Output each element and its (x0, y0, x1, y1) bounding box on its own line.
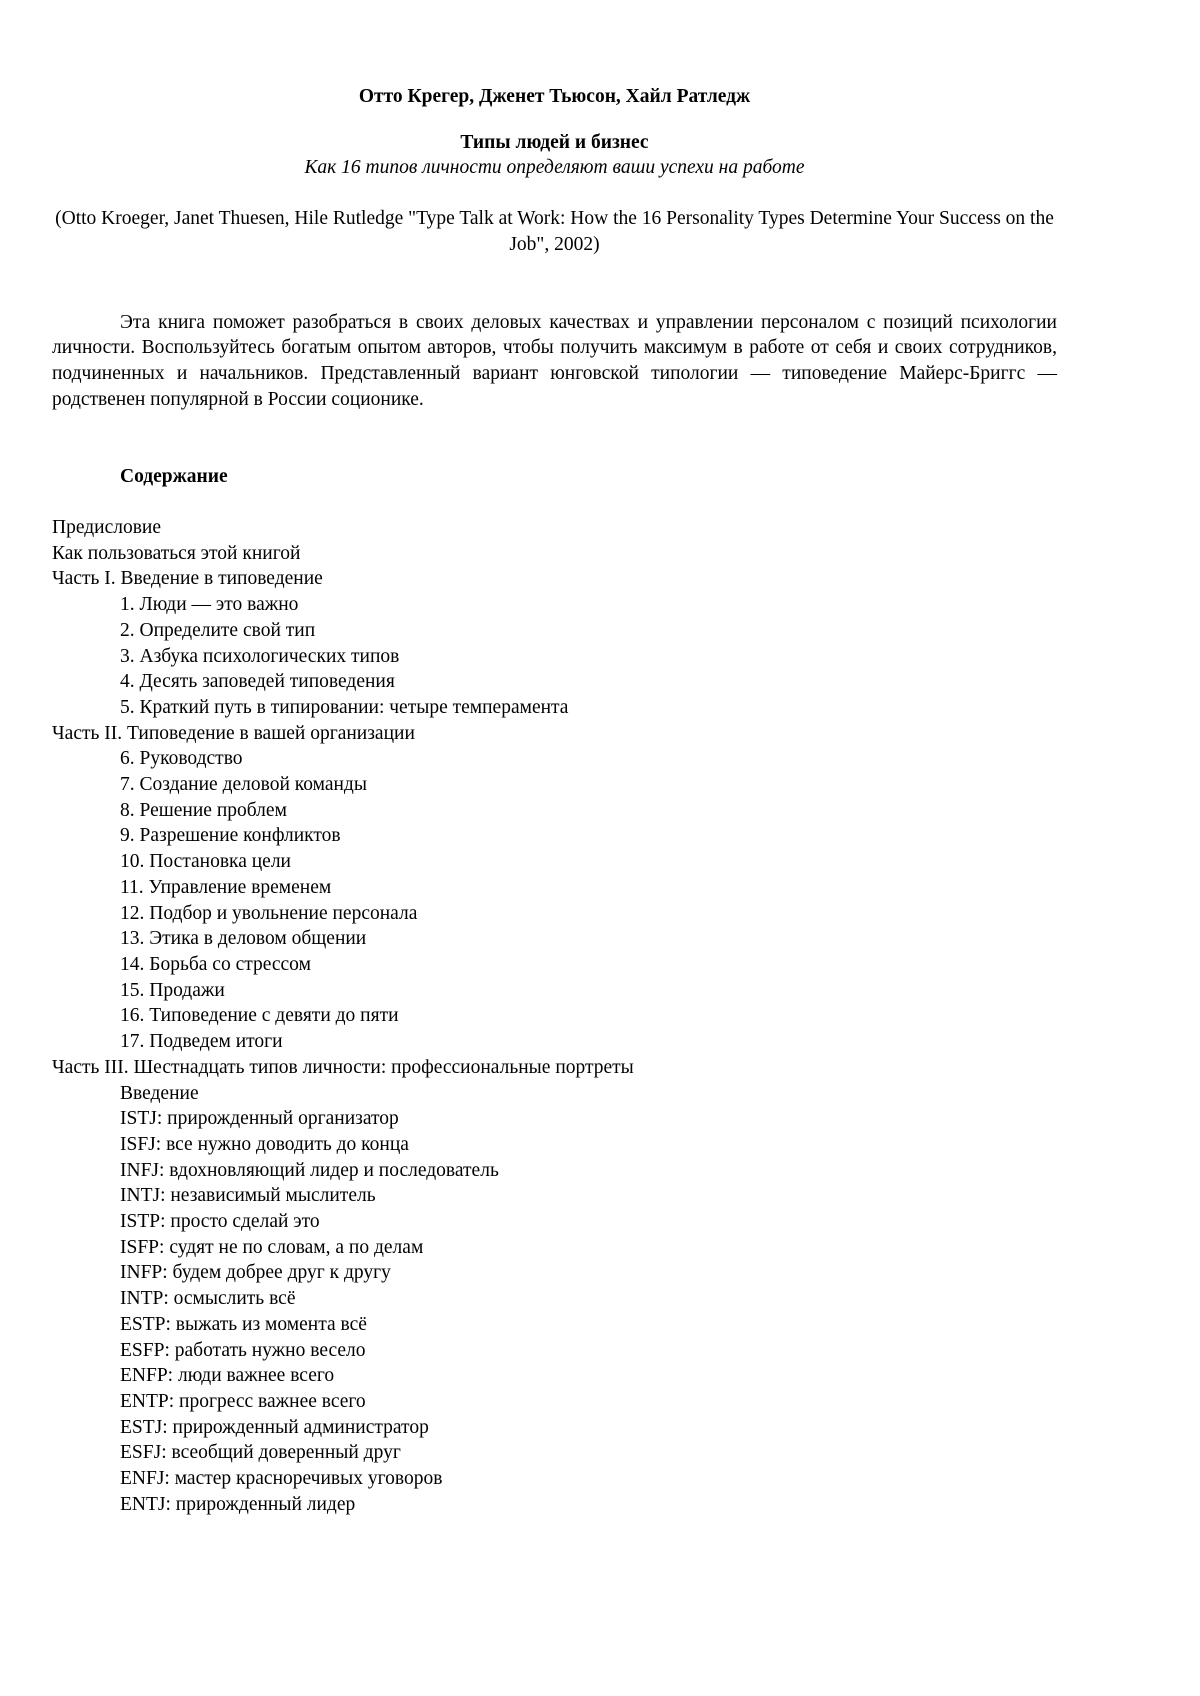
authors: Отто Крегер, Дженет Тьюсон, Хайл Ратледж (52, 84, 1057, 110)
annotation: Эта книга поможет разобраться в своих деловых качествах и управлении персоналом с позиций психологии личности. Воспользуйтесь богатым опытом авторов, чтобы получить максимум в работе от себя и своих сотрудников, подчиненных и начальников. Представленный вариант юнговской типологии — типоведение Майерс-Бриггс — родственен популярной в России соционике. (52, 310, 1057, 413)
toc-item: INFP: будем добрее друг к другу (52, 1260, 1057, 1286)
toc-item: 5. Краткий путь в типировании: четыре темперамента (52, 695, 1057, 721)
toc-item: 2. Определите свой тип (52, 618, 1057, 644)
toc-item: Предисловие (52, 515, 1057, 541)
toc-item: ENFP: люди важнее всего (52, 1363, 1057, 1389)
toc-item: Как пользоваться этой книгой (52, 541, 1057, 567)
toc-item: ESTP: выжать из момента всё (52, 1312, 1057, 1338)
toc-item: ESFJ: всеобщий доверенный друг (52, 1440, 1057, 1466)
toc-item: ISFJ: все нужно доводить до конца (52, 1132, 1057, 1158)
toc-item: INFJ: вдохновляющий лидер и последователь (52, 1158, 1057, 1184)
toc-item: 15. Продажи (52, 978, 1057, 1004)
toc-item: Часть I. Введение в типоведение (52, 566, 1057, 592)
toc-item: ESFP: работать нужно весело (52, 1338, 1057, 1364)
book-title: Типы людей и бизнес (52, 130, 1057, 156)
toc-item: ENTP: прогресс важнее всего (52, 1389, 1057, 1415)
toc-item: 7. Создание деловой команды (52, 772, 1057, 798)
toc-heading: Содержание (52, 464, 1057, 490)
toc-item: 4. Десять заповедей типоведения (52, 669, 1057, 695)
toc-item: INTJ: независимый мыслитель (52, 1183, 1057, 1209)
toc-item: ESTJ: прирожденный администратор (52, 1415, 1057, 1441)
toc-item: 17. Подведем итоги (52, 1029, 1057, 1055)
toc-item: 6. Руководство (52, 746, 1057, 772)
toc-item: ISTJ: прирожденный организатор (52, 1106, 1057, 1132)
toc-item: INTP: осмыслить всё (52, 1286, 1057, 1312)
toc-item: 9. Разрешение конфликтов (52, 823, 1057, 849)
toc-item: 14. Борьба со стрессом (52, 952, 1057, 978)
original-title: (Otto Kroeger, Janet Thuesen, Hile Rutledge "Type Talk at Work: How the 16 Personality Types Determine Your Success on the Job", 2002) (52, 206, 1057, 257)
document-content (52, 84, 1057, 1517)
toc-item: 3. Азбука психологических типов (52, 644, 1057, 670)
toc-item: Часть II. Типоведение в вашей организации (52, 721, 1057, 747)
toc-item: Введение (52, 1081, 1057, 1107)
toc-item: ISTP: просто сделай это (52, 1209, 1057, 1235)
toc-item: 10. Постановка цели (52, 849, 1057, 875)
toc-item: 11. Управление временем (52, 875, 1057, 901)
document-page (0, 0, 1200, 1696)
book-subtitle: Как 16 типов личности определяют ваши успехи на работе (52, 155, 1057, 181)
toc-item: ENFJ: мастер красноречивых уговоров (52, 1466, 1057, 1492)
toc-item: Часть III. Шестнадцать типов личности: профессиональные портреты (52, 1055, 1057, 1081)
toc-item: 12. Подбор и увольнение персонала (52, 901, 1057, 927)
toc-item: 1. Люди — это важно (52, 592, 1057, 618)
toc-item: 8. Решение проблем (52, 798, 1057, 824)
toc-item: 16. Типоведение с девяти до пяти (52, 1003, 1057, 1029)
toc-item: 13. Этика в деловом общении (52, 926, 1057, 952)
toc-item: ENTJ: прирожденный лидер (52, 1492, 1057, 1518)
table-of-contents (52, 515, 1057, 1517)
toc-item: ISFP: судят не по словам, а по делам (52, 1235, 1057, 1261)
